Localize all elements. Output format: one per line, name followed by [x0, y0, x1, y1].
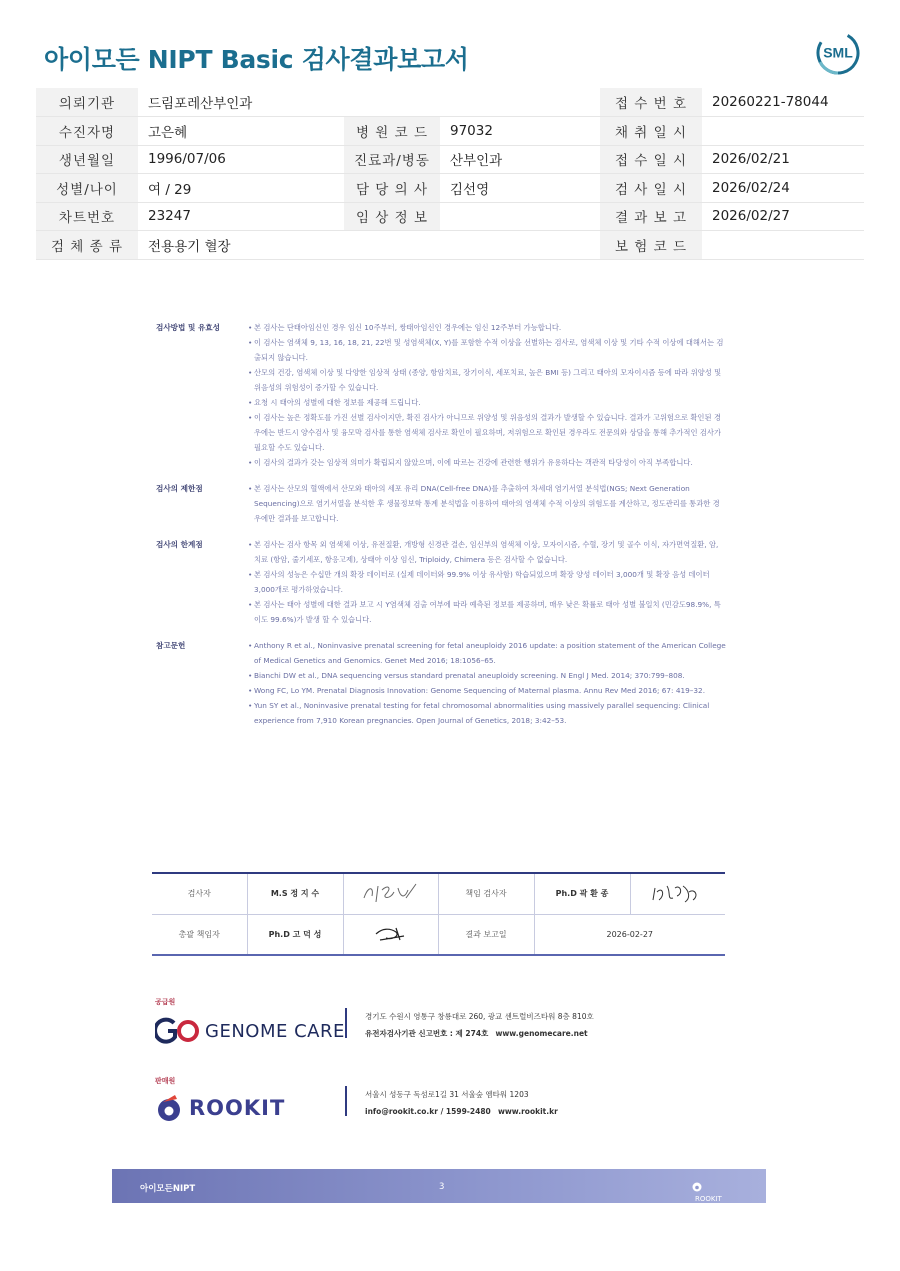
notes-bullet: • 이 검사는 높은 정확도를 가진 선별 검사이지만, 확진 검사가 아니므로 위양성 및 위음성의 결과가 발생할 수 있습니다. 결과가 고위험으로 확인된 경우에는 반드시 양수검사 및 융모막 검사를 통한 염색체 검사로 확인이 필요하며, 저위험으로 확인된 경우라도 전문의와 상담을 통해 추가적인 검사가 필요할 수도 있습니다. — [248, 410, 726, 455]
footer-logo — [692, 1182, 722, 1203]
info-row — [36, 231, 864, 260]
chief-label: 총괄 책임자 — [152, 914, 247, 955]
info-row — [36, 202, 864, 231]
info-value: 1996/07/06 — [138, 145, 344, 174]
page-title: 아이모든 NIPT Basic 검사결과보고서 — [44, 45, 469, 74]
notes-bullet: • 요청 시 태아의 성별에 대한 정보를 제공해 드립니다. — [248, 395, 726, 410]
seller-website[interactable]: www.rookit.kr — [497, 1107, 558, 1116]
genome-care-logo — [155, 1014, 345, 1048]
footer-logo-text: ROOKIT — [695, 1195, 722, 1203]
info-label: 의뢰기관 — [36, 88, 138, 117]
info-label: 진료과/병동 — [344, 145, 440, 174]
notes-bullet: • 산모의 건강, 염색체 이상 및 다양한 임상적 상태 (종양, 항암치료, 장기이식, 세포치료, 높은 BMI 등) 그리고 태아의 모자이시즘 등에 따라 위양성 및 위음성의 위험성이 증가할 수 있습니다. — [248, 365, 726, 395]
info-label: 병 원 코 드 — [344, 117, 440, 146]
rookit-logo — [155, 1093, 285, 1123]
supplier-website[interactable]: www.genomecare.net — [495, 1029, 588, 1038]
info-value — [440, 202, 600, 231]
info-value: 20260221-78044 — [702, 88, 864, 117]
notes-bullet: • 이 검사는 염색체 9, 13, 16, 18, 21, 22번 및 성염색체(X, Y)를 포함한 수적 이상을 선별하는 검사로, 염색체 이상 및 기타 수적 이상에 대해서는 검출되지 않습니다. — [248, 335, 726, 365]
report-date-label: 결과 보고일 — [438, 914, 534, 955]
notes-bullet: • Wong FC, Lo YM. Prenatal Diagnosis Innovation: Genome Sequencing of Maternal plasma. Annu Rev Med 2016; 67: 419–32. — [248, 683, 726, 698]
genome-care-name: GENOME CARE — [205, 1020, 345, 1042]
seller-address: 서울시 성동구 독섬로1길 31 서울숲 엠타워 1203 — [365, 1090, 529, 1099]
notes-section — [156, 537, 726, 627]
info-value: 산부인과 — [440, 145, 600, 174]
info-value — [702, 231, 864, 260]
info-label: 채 취 일 시 — [600, 117, 702, 146]
info-label: 수진자명 — [36, 117, 138, 146]
info-value — [702, 117, 864, 146]
info-label: 접 수 일 시 — [600, 145, 702, 174]
rookit-name: ROOKIT — [189, 1096, 286, 1120]
info-label: 담 당 의 사 — [344, 174, 440, 203]
patient-info-table — [36, 88, 864, 260]
info-value: 97032 — [440, 117, 600, 146]
rookit-icon — [155, 1093, 183, 1123]
report-date: 2026-02-27 — [534, 914, 725, 955]
seller-divider — [345, 1086, 347, 1116]
chief-name: Ph.D 고 덕 성 — [247, 914, 343, 955]
info-label: 검 사 일 시 — [600, 174, 702, 203]
info-label — [344, 231, 440, 260]
footer-bar — [112, 1169, 766, 1203]
info-value: 전용용기 혈장 — [138, 231, 344, 260]
notes-bullet: • Bianchi DW et al., DNA sequencing versus standard prenatal aneuploidy screening. N Engl J Med. 2014; 370:799–808. — [248, 668, 726, 683]
responsible-tester-signature — [630, 873, 725, 914]
notes-bullet: • Anthony R et al., Noninvasive prenatal screening for fetal aneuploidy 2016 update: a position statement of the American College of Medical Genetics and Genomics. Genet Med 2016; 18:1056–65. — [248, 638, 726, 668]
notes-section — [156, 481, 726, 526]
notes-section — [156, 320, 726, 470]
genome-care-icon — [155, 1014, 201, 1048]
signature-table — [152, 872, 725, 956]
info-value: 2026/02/27 — [702, 202, 864, 231]
supplier-address-block — [365, 1008, 594, 1042]
info-value: 김선영 — [440, 174, 600, 203]
info-label: 보 험 코 드 — [600, 231, 702, 260]
responsible-tester-name: Ph.D 곽 환 종 — [534, 873, 630, 914]
test-notes — [156, 320, 726, 739]
supplier-divider — [345, 1008, 347, 1038]
info-label: 임 상 정 보 — [344, 202, 440, 231]
notes-section-title: 참고문헌 — [156, 641, 186, 650]
supplier-caption: 공급원 — [155, 998, 176, 1006]
info-value: 23247 — [138, 202, 344, 231]
page-number: 3 — [439, 1182, 445, 1192]
info-label: 결 과 보 고 — [600, 202, 702, 231]
info-value: 2026/02/24 — [702, 174, 864, 203]
chief-signature — [343, 914, 438, 955]
info-row — [36, 145, 864, 174]
info-value — [440, 231, 600, 260]
notes-bullet: • 본 검사는 산모의 혈액에서 산모와 태아의 세포 유리 DNA(Cell-free DNA)를 추출하여 차세대 염기서열 분석법(NGS; Next Generation Sequencing)으로 염기서열을 분석한 후 생물정보학 통계 분석법을 이용하여 태아의 염색체 수적 이상의 위험도를 계산하고, 정도관리를 통과한 경우에만 결과를 보고합니다. — [248, 481, 726, 526]
info-row — [36, 88, 864, 117]
supplier-registration: 유전자검사기관 신고번호 : 제 274호 — [365, 1029, 489, 1038]
notes-section-title: 검사의 한계점 — [156, 540, 203, 549]
seller-caption: 판매원 — [155, 1077, 176, 1085]
info-label: 성별/나이 — [36, 174, 138, 203]
notes-bullet: • 이 검사의 결과가 갖는 임상적 의미가 확립되지 않았으며, 이에 따르는 건강에 관련한 행위가 유용하다는 객관적 타당성이 아직 부족합니다. — [248, 455, 726, 470]
sml-logo-text: SML — [823, 44, 853, 61]
info-row — [36, 117, 864, 146]
info-value — [440, 88, 600, 117]
seller-contact: info@rookit.co.kr / 1599-2480 — [365, 1107, 491, 1116]
info-value: 여 / 29 — [138, 174, 344, 203]
responsible-tester-label: 책임 검사자 — [438, 873, 534, 914]
info-value: 고은혜 — [138, 117, 344, 146]
info-label: 차트번호 — [36, 202, 138, 231]
info-label — [344, 88, 440, 117]
tester-label: 검사자 — [152, 873, 247, 914]
notes-bullet: • 본 검사는 검사 항목 외 염색체 이상, 유전질환, 개방형 신경관 결손, 임신부의 염색체 이상, 모자이시즘, 수혈, 장기 및 골수 이식, 자가면역질환, 암, 치료 (항암, 줄기세포, 항응고제), 상태아 이상 임신, Triploidy, Chimera 등은 검사할 수 없습니다. — [248, 537, 726, 567]
info-value: 드림포레산부인과 — [138, 88, 344, 117]
notes-section — [156, 638, 726, 728]
tester-signature — [343, 873, 438, 914]
info-value: 2026/02/21 — [702, 145, 864, 174]
notes-bullet: • 본 검사는 단태아임신인 경우 임신 10주부터, 쌍태아임신인 경우에는 임신 12주부터 가능합니다. — [248, 320, 726, 335]
sml-logo — [814, 30, 862, 76]
notes-section-title: 검사의 제한점 — [156, 484, 203, 493]
notes-section-title: 검사방법 및 유효성 — [156, 323, 220, 332]
supplier-address: 경기도 수원시 영통구 창룡대로 260, 광교 센트럴비즈타워 8층 810호 — [365, 1012, 594, 1021]
notes-bullet: • Yun SY et al., Noninvasive prenatal testing for fetal chromosomal abnormalities using massively parallel sequencing: Clinical experience from 7,910 Korean pregnancies. Open Journal of Genetics, 2018; 3:42–53. — [248, 698, 726, 728]
info-label: 생년월일 — [36, 145, 138, 174]
info-row — [36, 174, 864, 203]
tester-name: M.S 정 지 수 — [247, 873, 343, 914]
footer-logo-icon — [692, 1182, 702, 1192]
footer-brand: 아이모든NIPT — [140, 1184, 196, 1194]
seller-address-block — [365, 1086, 558, 1120]
info-label: 검 체 종 류 — [36, 231, 138, 260]
info-label: 접 수 번 호 — [600, 88, 702, 117]
notes-bullet: • 본 검사의 성능은 수십만 개의 확장 데이터로 (실제 데이터와 99.9% 이상 유사함) 학습되었으며 확장 양성 데이터 3,000개 및 확장 음성 데이터 3,000개로 평가하였습니다. — [248, 567, 726, 597]
notes-bullet: • 본 검사는 태아 성별에 대한 결과 보고 시 Y염색체 검출 여부에 따라 예측된 정보를 제공하며, 매우 낮은 확률로 태아 성별 불일치 (민감도98.9%, 특이도 99.6%)가 발생 할 수 있습니다. — [248, 597, 726, 627]
